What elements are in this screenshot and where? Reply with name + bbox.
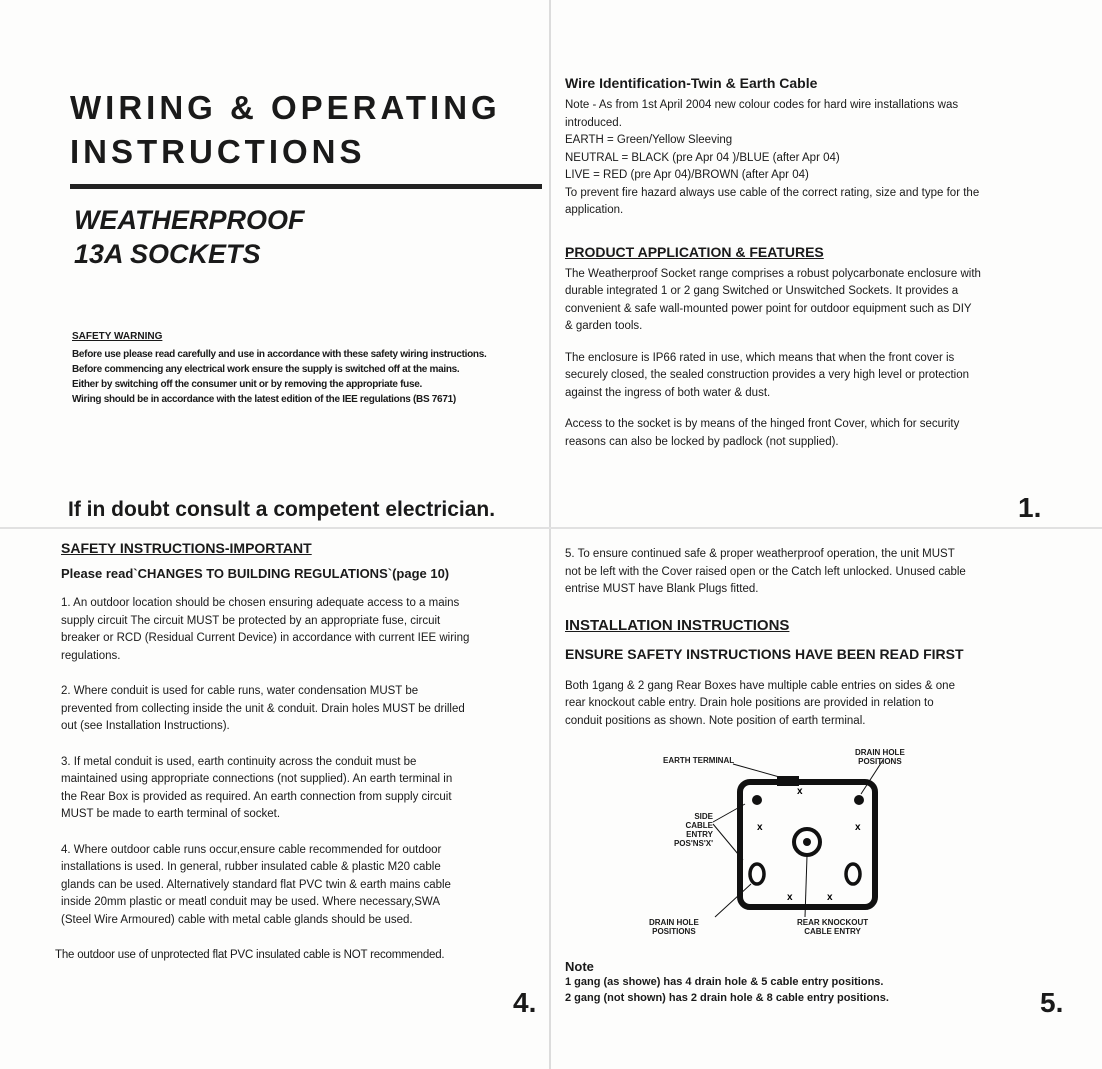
text-line: The enclosure is IP66 rated in use, which means that when the front cover is (565, 351, 955, 364)
warning-line: Wiring should be in accordance with the latest edition of the IEE regulations (BS 7671) (72, 394, 456, 405)
installation-panel (565, 540, 1055, 1060)
text-line: breaker or RCD (Residual Current Device) in accordance with current IEE wiring (61, 632, 470, 644)
cover-panel (60, 70, 540, 520)
product-panel (565, 75, 1050, 525)
text-line: 2. Where conduit is used for cable runs, water condensation MUST be (61, 685, 419, 697)
text-line: installations is used. In general, rubber insulated cable & plastic M20 cable (61, 861, 441, 873)
drain-hole-bottom-label (649, 918, 699, 936)
horizontal-fold-line (0, 527, 1102, 529)
text-line: (Steel Wire Armoured) cable with metal cable glands should be used. (61, 913, 413, 926)
title-divider (70, 184, 542, 189)
drain-hole-icon (752, 795, 762, 805)
label-line: ENTRY (686, 830, 713, 839)
title-line-1: WIRING & OPERATING (70, 89, 501, 126)
instruction-item-1 (61, 595, 545, 665)
ip66-description (565, 350, 1050, 403)
text-line: convenient & safe wall-mounted power point for outdoor equipment such as DIY (565, 302, 972, 315)
text-line: against the ingress of both water & dust. (565, 386, 771, 399)
text-line: conduit positions as shown. Note position of earth terminal. (565, 714, 866, 727)
cable-entry-x-mark: x (855, 822, 861, 833)
pvc-cable-warning (55, 947, 545, 965)
label-line: SIDE (694, 812, 713, 821)
main-title (70, 86, 540, 174)
text-line: inside 20mm plastic or meatl conduit may be used. Where necessary,SWA (61, 896, 441, 908)
text-line: out (see Installation Instructions). (61, 720, 230, 732)
subtitle-line-2: 13A SOCKETS (74, 239, 261, 269)
cable-entry-x-mark: x (827, 892, 833, 903)
label-line: CABLE ENTRY (804, 927, 861, 936)
text-line: & garden tools. (565, 320, 643, 332)
text-line: durable integrated 1 or 2 gang Switched or Unswitched Sockets. It provides a (565, 285, 959, 297)
warning-line: Either by switching off the consumer unit or by removing the appropriate fuse. (72, 379, 422, 390)
subtitle-line-1: WEATHERPROOF (74, 205, 305, 235)
safety-warning-text (60, 347, 540, 407)
text-line: EARTH = Green/Yellow Sleeving (565, 134, 733, 146)
safety-instructions-heading: SAFETY INSTRUCTIONS-IMPORTANT (61, 540, 312, 556)
text-line: maintained using appropriate connections (not supplied). An earth terminal in (61, 773, 453, 785)
installation-heading: INSTALLATION INSTRUCTIONS (565, 616, 790, 634)
label-line: DRAIN HOLE (855, 748, 905, 757)
text-line: Note - As from 1st April 2004 new colour codes for hard wire installations was (565, 99, 959, 111)
text-line: The Weatherproof Socket range comprises a robust polycarbonate enclosure with (565, 267, 981, 280)
label-line: REAR KNOCKOUT (797, 918, 869, 927)
rear-box-description (565, 678, 1055, 731)
side-cable-entry-label (653, 812, 713, 848)
text-line: LIVE = RED (pre Apr 04)/BROWN (after Apr 04) (565, 169, 809, 181)
text-line: the Rear Box is provided as required. An earth connection from supply circuit (61, 790, 452, 803)
safety-warning-heading: SAFETY WARNING (72, 331, 163, 342)
drain-hole-icon (750, 864, 764, 884)
text-line: 3. If metal conduit is used, earth continuity across the conduit must be (61, 755, 417, 768)
text-line: 1 gang (as showe) has 4 drain hole & 5 cable entry positions. (565, 976, 884, 988)
note-heading: Note (565, 959, 594, 974)
text-line: glands can be used. Alternatively standard flat PVC twin & earth mains cable (61, 878, 451, 891)
label-line: POSITIONS (858, 757, 902, 766)
text-line: regulations. (61, 649, 121, 662)
label-line: POS'NS'X' (673, 839, 713, 848)
drain-hole-icon (846, 864, 860, 884)
text-line: NEUTRAL = BLACK (pre Apr 04 )/BLUE (after Apr 04) (565, 151, 840, 164)
page-number-5: 5. (1040, 987, 1064, 1018)
instruction-item-3 (61, 754, 545, 824)
text-line: The outdoor use of unprotected flat PVC insulated cable is NOT recommended. (55, 949, 445, 961)
cable-entry-x-mark: x (797, 786, 803, 797)
text-line: 5. To ensure continued safe & proper weatherproof operation, the unit MUST (565, 548, 955, 560)
text-line: reasons can also be locked by padlock (not supplied). (565, 435, 839, 448)
rear-box-diagram (565, 742, 1005, 957)
text-line: 1. An outdoor location should be chosen ensuring adequate access to a mains (61, 597, 460, 609)
label-line: DRAIN HOLE (649, 918, 699, 927)
product-subtitle (74, 203, 540, 271)
text-line: Access to the socket is by means of the hinged front Cover, which for security (565, 418, 960, 430)
cable-entry-x-mark: x (787, 892, 793, 903)
rear-box-drawing (565, 742, 1005, 957)
instruction-item-4 (61, 842, 545, 930)
access-description (565, 416, 1050, 451)
instruction-item-2 (61, 683, 545, 736)
text-line: entrise MUST have Blank Plugs fitted. (565, 583, 759, 595)
text-line: 4. Where outdoor cable runs occur,ensure cable recommended for outdoor (61, 843, 442, 856)
rear-knockout-label (797, 918, 868, 936)
page-number-4: 4. (513, 987, 537, 1018)
drain-hole-top-label (855, 748, 905, 766)
wire-identification-heading: Wire Identification-Twin & Earth Cable (565, 75, 818, 91)
drain-hole-icon (854, 795, 864, 805)
text-line: not be left with the Cover raised open or the Catch left unlocked. Unused cable (565, 565, 966, 578)
instruction-item-5 (565, 546, 1055, 599)
text-line: rear knockout cable entry. Drain hole positions are provided in relation to (565, 697, 934, 709)
warning-line: Before use please read carefully and use in accordance with these safety wiring instructions. (72, 349, 487, 360)
text-line: application. (565, 204, 624, 216)
text-line: To prevent fire hazard always use cable of the correct rating, size and type for the (565, 186, 980, 199)
warning-line: Before commencing any electrical work ensure the supply is switched off at the mains. (72, 364, 460, 375)
cable-entry-x-mark: x (757, 822, 763, 833)
building-regulations-note: Please read`CHANGES TO BUILDING REGULATIONS`(page 10) (61, 566, 450, 581)
text-line: supply circuit The circuit MUST be protected by an appropriate fuse, circuit (61, 614, 441, 627)
product-application-heading: PRODUCT APPLICATION & FEATURES (565, 243, 824, 260)
ensure-safety-heading: ENSURE SAFETY INSTRUCTIONS HAVE BEEN READ FIRST (565, 645, 964, 662)
text-line: Both 1gang & 2 gang Rear Boxes have multiple cable entries on sides & one (565, 679, 955, 692)
earth-terminal-label: EARTH TERMINAL (663, 756, 735, 765)
label-line: POSITIONS (652, 927, 696, 936)
text-line: introduced. (565, 116, 622, 129)
consult-electrician-note: If in doubt consult a competent electrician. (68, 498, 496, 521)
note-text (565, 974, 1055, 1006)
text-line: prevented from collecting inside the unit & conduit. Drain holes MUST be drilled (61, 702, 465, 715)
wire-identification-text (565, 97, 1050, 220)
safety-instructions-panel (55, 540, 545, 1060)
text-line: securely closed, the sealed construction provides a very high level or protection (565, 369, 969, 381)
page-number-1: 1. (1018, 492, 1042, 523)
title-line-2: INSTRUCTIONS (70, 133, 366, 170)
vertical-fold-line (549, 0, 551, 1069)
product-description (565, 266, 1050, 336)
text-line: 2 gang (not shown) has 2 drain hole & 8 cable entry positions. (565, 992, 889, 1004)
text-line: MUST be made to earth terminal of socket. (61, 808, 281, 820)
label-line: CABLE (685, 821, 713, 830)
